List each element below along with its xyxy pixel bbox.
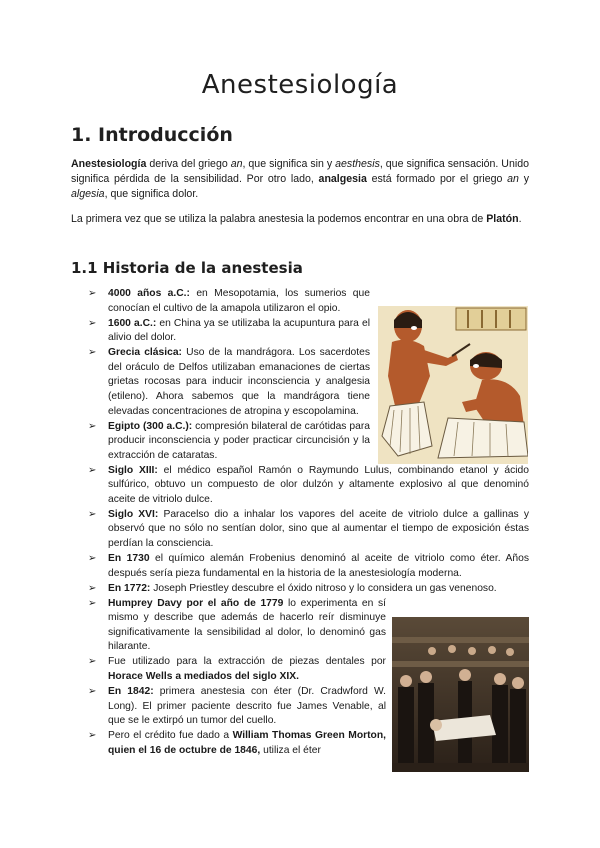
list-item: ➢ Egipto (300 a.C.): compresión bilateral de carótidas para producir inconsciencia y poder practicar circuncisión y la extracción de cataratas. xyxy=(88,420,370,461)
arrow-bullet-icon: ➢ xyxy=(88,288,97,299)
arrow-bullet-icon: ➢ xyxy=(88,317,97,329)
arrow-bullet-icon: ➢ xyxy=(88,730,97,742)
list-item: ➢ Fue utilizado para la extracción de piezas dentales por Horace Wells a mediados del siglo XIX. xyxy=(88,656,386,682)
list-item: ➢ En 1772: Joseph Priestley descubre el óxido nitroso y lo considera un gas venenoso. xyxy=(88,582,529,597)
arrow-bullet-icon: ➢ xyxy=(88,582,97,594)
list-item: ➢ Grecia clásica: Uso de la mandrágora. Los sacerdotes del oráculo de Delfos utilizaban emanaciones de ciertas grietas rocosas para inducir inconsciencia y analgesia (etileno). Ahora sabemos que la mandrágora tiene elevadas concentraciones de atropina y escopolamina. xyxy=(88,347,371,417)
list-item: ➢ 1600 a.C.: en China ya se utilizaba la acupuntura para el alivio del dolor. xyxy=(88,317,370,344)
egyptian-painting-illustration xyxy=(378,306,528,464)
arrow-bullet-icon: ➢ xyxy=(88,508,97,520)
arrow-bullet-icon: ➢ xyxy=(88,553,97,565)
intro-paragraph-1: Anestesiología deriva del griego an, que significa sin y aesthesis, que significa sensación. Unido significa pérdida de la sensibilidad. Por otro lado, analgesia está formado por el griego an y algesia, que significa dolor. xyxy=(71,158,529,201)
list-item: ➢ Humprey Davy por el año de 1779 lo experimenta en sí mismo y describe que además de hacerlo reír disminuye significativamente la sensibilidad al dolor, lo denominó gas hilarante. xyxy=(88,597,386,653)
section-heading-introduccion: 1. Introducción xyxy=(71,124,233,146)
list-item: ➢ Pero el crédito fue dado a William Thomas Green Morton, quien el 16 de octubre de 1846, utiliza el éter xyxy=(88,730,386,756)
section-heading-historia: 1.1 Historia de la anestesia xyxy=(71,259,303,277)
arrow-bullet-icon: ➢ xyxy=(88,347,97,359)
arrow-bullet-icon: ➢ xyxy=(88,420,97,432)
arrow-bullet-icon: ➢ xyxy=(88,464,97,476)
document-title: Anestesiología xyxy=(201,70,399,100)
list-item: ➢ En 1730 el químico alemán Frobenius denominó al aceite de vitriolo como éter. Años después sería pieza fundamental en la historia de la anestesiología moderna. xyxy=(88,553,529,579)
list-item: ➢ En 1842: primera anestesia con éter (Dr. Cradwford W. Long). El primer paciente descrito fue James Venable, al que se le extirpó un tumor del cuello. xyxy=(88,685,387,727)
arrow-bullet-icon: ➢ xyxy=(88,597,97,609)
list-item: ➢ Siglo XIII: el médico español Ramón o Raymundo Lulus, combinando etanol y ácido sulfúrico, obtuvo un compuesto de olor dulzón y altamente explosivo al que denominó aceite de vitriolo dulce. xyxy=(88,464,530,505)
list-item: ➢ 4000 años a.C.: en Mesopotamia, los sumerios que conocían el cultivo de la amapola utilizaron el opio. xyxy=(88,288,370,314)
list-item: ➢ Siglo XVI: Paracelso dio a inhalar los vapores del aceite de vitriolo dulce a gallinas y observó que no sólo no sentían dolor, sino que al aumentar el tiempo de exposición éstas perdían la consciencia. xyxy=(88,508,529,550)
egyptian-painting-image xyxy=(378,306,528,464)
intro-paragraph-2: La primera vez que se utiliza la palabra anestesia la podemos encontrar en una obra de Platón. xyxy=(71,213,522,225)
ether-surgery-painting-image xyxy=(392,617,529,772)
arrow-bullet-icon: ➢ xyxy=(88,656,97,668)
arrow-bullet-icon: ➢ xyxy=(88,685,97,697)
ether-surgery-painting-illustration xyxy=(392,617,529,772)
